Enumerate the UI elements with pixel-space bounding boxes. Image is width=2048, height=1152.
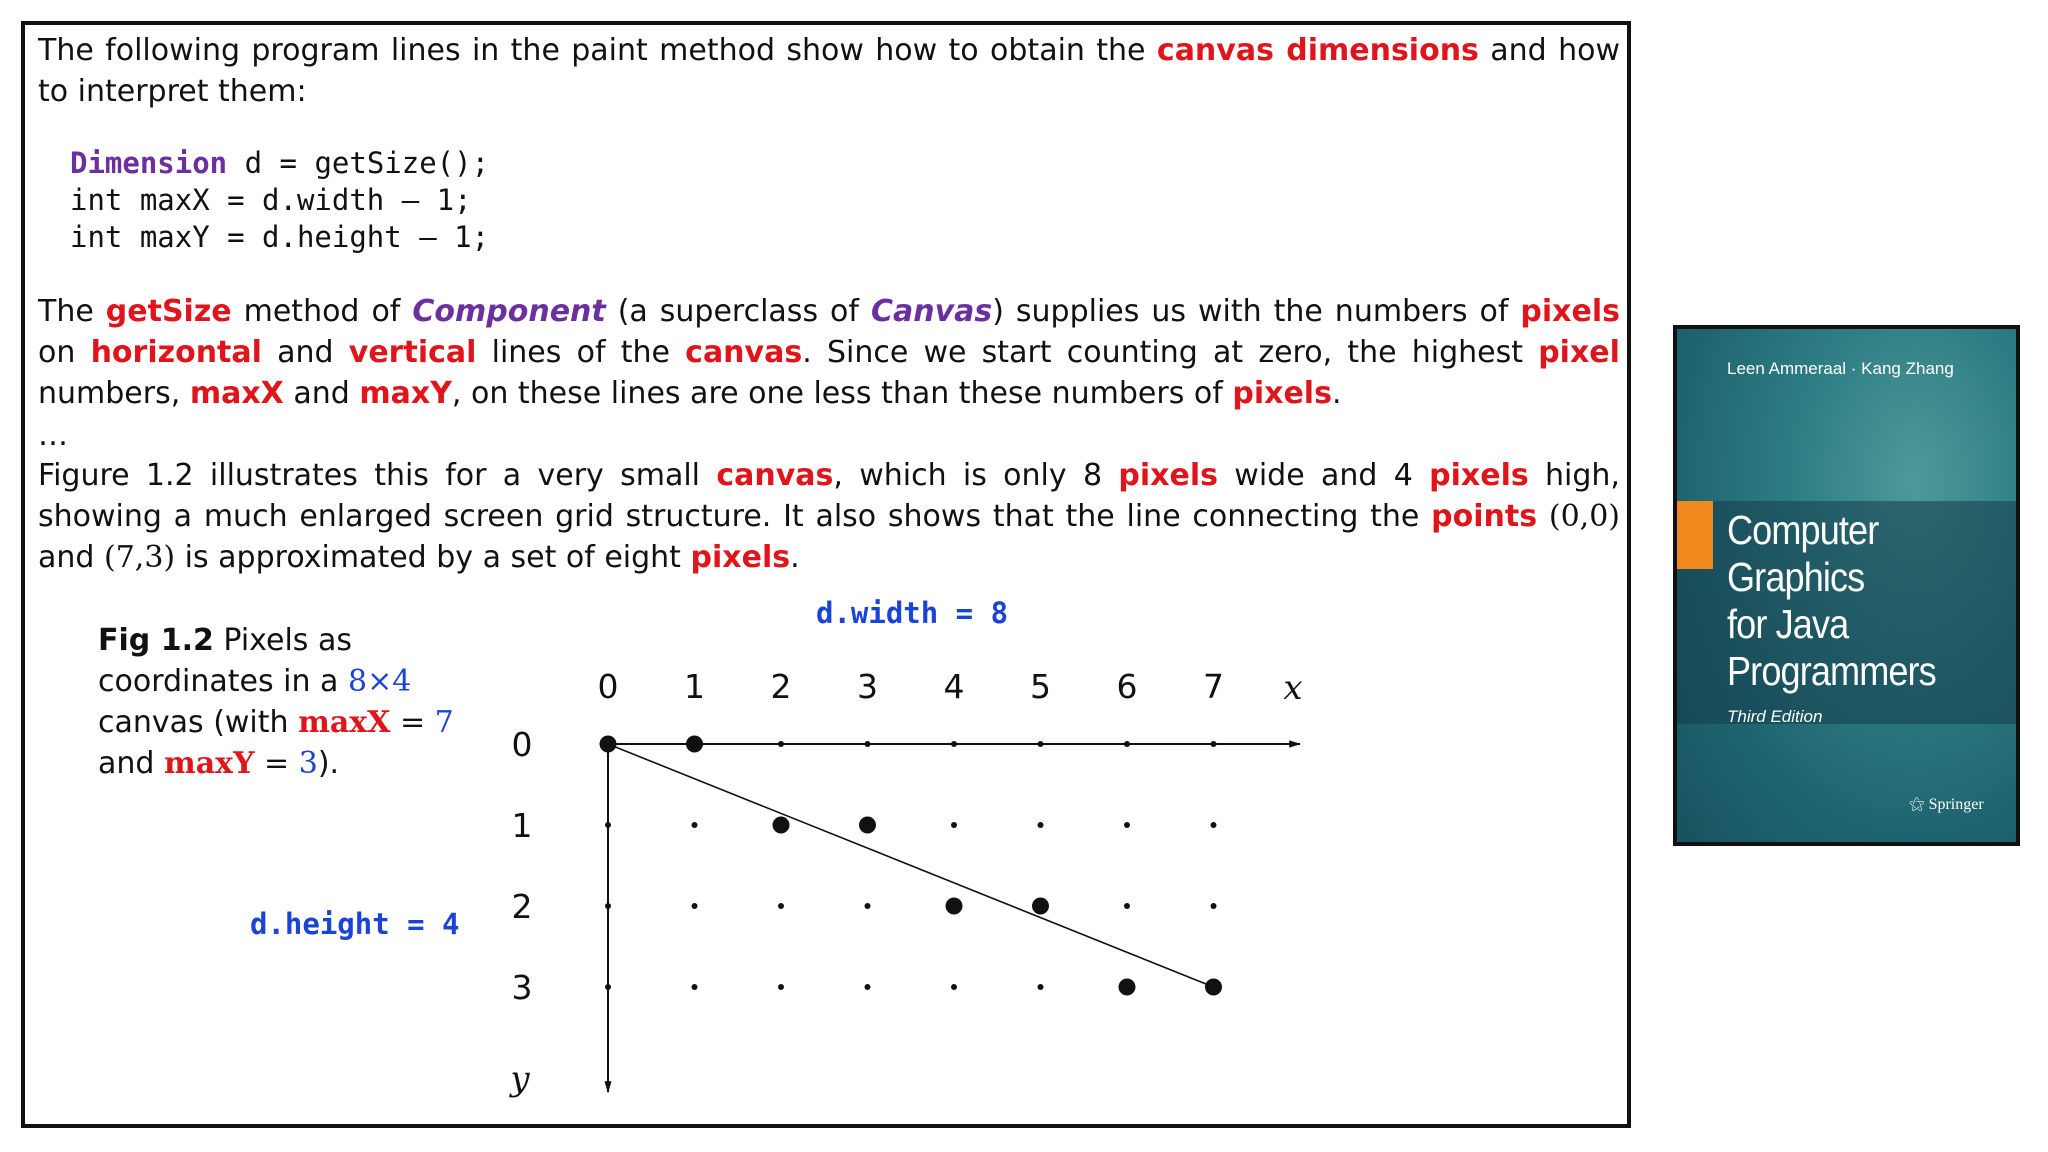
grid-point bbox=[1211, 822, 1217, 828]
grid-point bbox=[1211, 903, 1217, 909]
grid-point bbox=[1038, 741, 1044, 747]
x-tick-label-2: 2 bbox=[770, 667, 792, 706]
pixel-point-4-2 bbox=[946, 898, 963, 915]
grid-point bbox=[778, 903, 784, 909]
x-tick-label-5: 5 bbox=[1030, 667, 1051, 706]
y-axis-label: y bbox=[510, 1059, 530, 1099]
grid-point bbox=[951, 984, 957, 990]
figure-caption: Fig 1.2 Pixels as coordinates in a 8×4 canvas (with maxX = 7 and maxY = 3). bbox=[98, 623, 454, 781]
intro-paragraph: The following program lines in the paint method show how to obtain the canvas dimensions and how to interpret them: bbox=[38, 33, 1620, 109]
x-tick-label-0: 0 bbox=[597, 667, 619, 706]
grid-point bbox=[605, 903, 611, 909]
approximated-line bbox=[608, 744, 1214, 987]
pixel-point-6-3 bbox=[1119, 979, 1136, 996]
grid-point bbox=[692, 984, 698, 990]
pixel-point-0-0 bbox=[600, 736, 617, 753]
d-height-label: d.height = 4 bbox=[250, 907, 460, 941]
code-line-1: Dimension d = getSize(); bbox=[70, 146, 490, 180]
grid-point bbox=[865, 741, 871, 747]
grid-point bbox=[865, 984, 871, 990]
ellipsis: … bbox=[38, 418, 68, 453]
x-tick-label-7: 7 bbox=[1203, 667, 1224, 706]
grid-point bbox=[778, 741, 784, 747]
book-edition: Third Edition bbox=[1727, 707, 1823, 726]
pixel-point-5-2 bbox=[1032, 898, 1049, 915]
book-authors: Leen Ammeraal · Kang Zhang bbox=[1727, 359, 1954, 378]
grid-point bbox=[1038, 822, 1044, 828]
code-line-2: int maxX = d.width – 1; bbox=[70, 183, 472, 217]
y-tick-label-2: 2 bbox=[511, 887, 533, 926]
orange-accent bbox=[1677, 501, 1713, 569]
grid-point bbox=[1124, 741, 1130, 747]
grid-point bbox=[1211, 741, 1217, 747]
figure-paragraph: Figure 1.2 illustrates this for a very small canvas, which is only 8 pixels wide and 4 pixels high, showing a much enlarged screen grid structure. It also shows that the line connecting the points (0,0) and (7,3) is approximated by a set of eight pixels. bbox=[38, 458, 1620, 575]
grid-point bbox=[951, 741, 957, 747]
springer-icon: ⚝ bbox=[1909, 796, 1925, 813]
x-tick-label-3: 3 bbox=[857, 667, 878, 706]
book-title: Computer Graphics for Java Programmers bbox=[1727, 507, 1936, 694]
grid-point bbox=[778, 984, 784, 990]
grid-point bbox=[692, 903, 698, 909]
y-tick-label-3: 3 bbox=[511, 968, 533, 1007]
grid-point bbox=[1124, 822, 1130, 828]
y-tick-label-1: 1 bbox=[511, 806, 533, 845]
grid-point bbox=[951, 822, 957, 828]
x-axis-label: x bbox=[1283, 668, 1303, 708]
grid-point bbox=[692, 822, 698, 828]
pixel-point-1-0 bbox=[686, 736, 703, 753]
y-tick-label-0: 0 bbox=[511, 725, 533, 764]
x-tick-label-1: 1 bbox=[684, 667, 705, 706]
publisher-logo: ⚝ Springer bbox=[1909, 796, 1984, 813]
book-cover bbox=[1673, 325, 2020, 846]
x-tick-label-6: 6 bbox=[1116, 667, 1138, 706]
grid-point bbox=[1124, 903, 1130, 909]
grid-point bbox=[605, 822, 611, 828]
grid-point bbox=[865, 903, 871, 909]
pixel-point-7-3 bbox=[1205, 979, 1222, 996]
pixel-point-3-1 bbox=[859, 817, 876, 834]
code-line-3: int maxY = d.height – 1; bbox=[70, 220, 490, 254]
grid-point bbox=[605, 984, 611, 990]
pixel-point-2-1 bbox=[773, 817, 790, 834]
x-tick-label-4: 4 bbox=[943, 667, 965, 706]
d-width-label: d.width = 8 bbox=[816, 596, 1009, 630]
grid-point bbox=[1038, 984, 1044, 990]
getsize-paragraph: The getSize method of Component (a superclass of Canvas) supplies us with the numbers of pixels on horizontal and vertical lines of the canvas. Since we start counting at zero, the highest pixel numbers, maxX and maxY, on these lines are one less than these numbers of pixels. bbox=[38, 294, 1621, 411]
